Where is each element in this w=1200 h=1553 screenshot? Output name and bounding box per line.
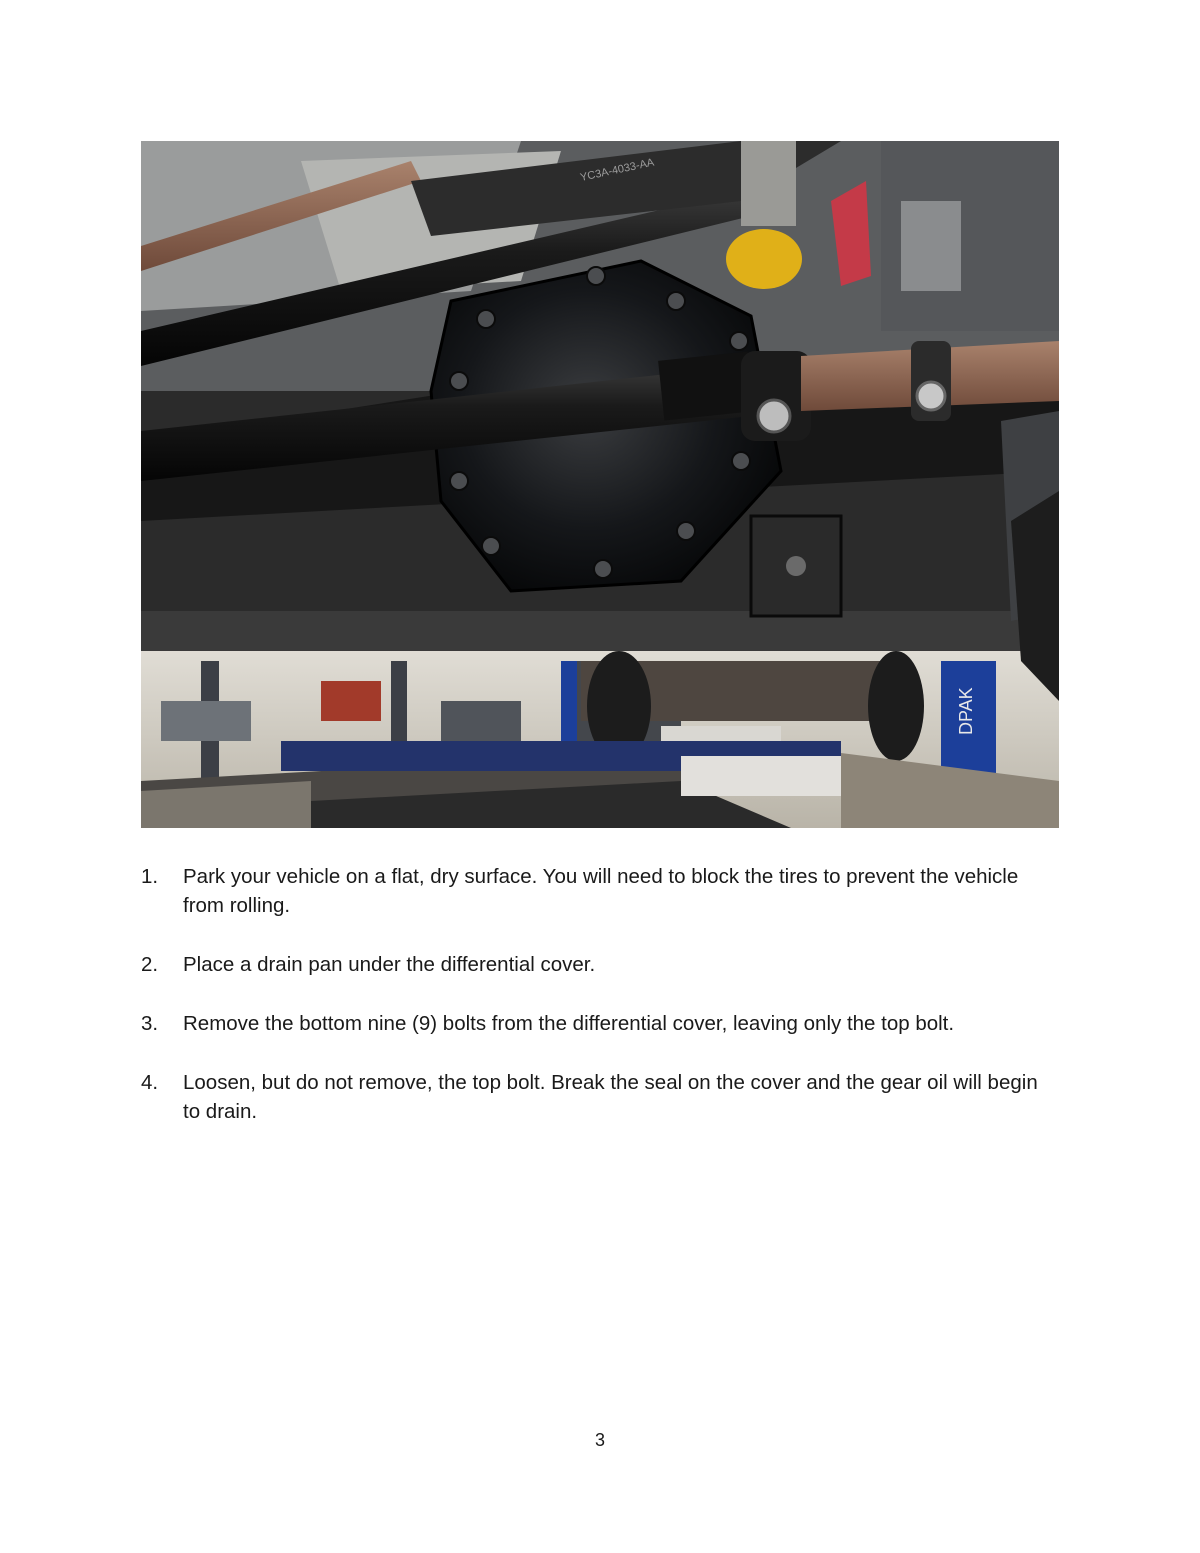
page-number: 3 bbox=[594, 1430, 605, 1450]
step-text: Loosen, but do not remove, the top bolt. Break the seal on the cover and the gear oil will begin to drain. bbox=[183, 1071, 1038, 1123]
list-item bbox=[141, 950, 1059, 979]
step-number: 1. bbox=[141, 865, 159, 888]
step-number: 4. bbox=[141, 1071, 159, 1094]
undercarriage-photo bbox=[141, 141, 1059, 828]
list-item bbox=[141, 862, 1059, 920]
part-stamp-text: YC3A-4033-AA bbox=[579, 156, 656, 184]
list-item bbox=[141, 1009, 1059, 1038]
lift-brand-text: DPAK bbox=[956, 687, 976, 735]
instruction-steps bbox=[141, 862, 1059, 1156]
step-text: Place a drain pan under the differential cover. bbox=[183, 953, 596, 976]
step-number: 2. bbox=[141, 953, 159, 976]
step-number: 3. bbox=[141, 1012, 159, 1035]
list-item bbox=[141, 1068, 1059, 1126]
step-text: Remove the bottom nine (9) bolts from the differential cover, leaving only the top bolt. bbox=[183, 1012, 955, 1035]
differential-photo-illustration bbox=[141, 141, 1059, 828]
step-text: Park your vehicle on a flat, dry surface. You will need to block the tires to prevent the vehicle from rolling. bbox=[183, 865, 1019, 917]
